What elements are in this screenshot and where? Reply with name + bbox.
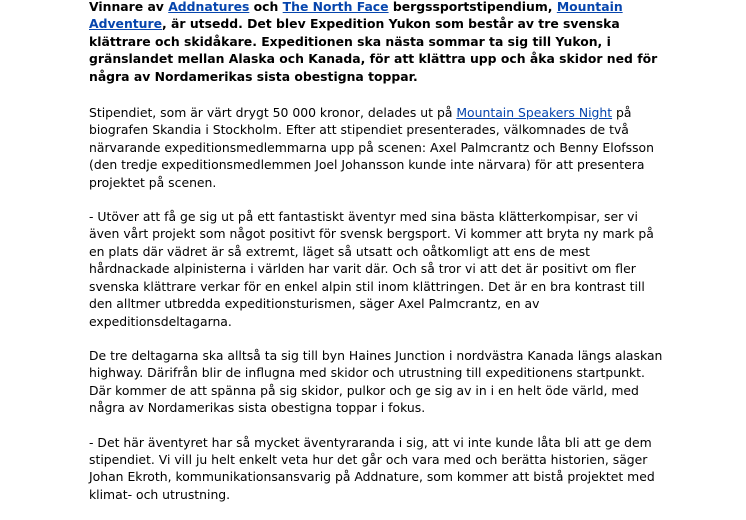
quote-paragraph-johan: - Det här äventyret har så mycket äventyraranda i sig, att vi inte kunde låta bli att ge dem stipendiet. Vi vill ju helt enkelt veta hur det går och vara med och berätta historien, säger Johan Ekroth, kommunikationsansvarig på Addnature, som kommer att bistå projektet med klimat- och utrustning.: [89, 434, 655, 502]
the-north-face-link[interactable]: The North Face: [282, 0, 389, 14]
lead-text-1: Vinnare av: [89, 0, 169, 14]
stipend-paragraph: [89, 104, 669, 191]
mountain-speakers-night-link[interactable]: Mountain Speakers Night: [456, 105, 613, 121]
lead-paragraph: [89, 0, 669, 85]
lead-text-2: och: [249, 0, 283, 14]
quote-paragraph-axel: - Utöver att få ge sig ut på ett fantastiskt äventyr med sina bästa klätterkompisar, ser vi även vårt projekt som något positivt för svensk bergsport. Vi kommer att bryta ny mark på en plats där vädret är så extremt, läget så utsatt och oåtkomligt att ens de mest hårdnackade alpinisterna i världen har varit där. Och så tror vi att det är positivt om fler svenska klättrare verkar för en enkel alpin stil inom klättringen. Det är en bra kontrast till den alltmer utbredda expeditionsturismen, säger Axel Palmcrantz, en av expeditionsdeltagarna.: [89, 209, 654, 329]
article-body: [89, 0, 669, 520]
stipend-text-2: på biografen Skandia i Stockholm. Efter att stipendiet presenterades, välkomnades de två närvarande expeditionsmedlemmarna upp på scenen: Axel Palmcrantz och Benny Elofsson (den tredje expeditionsmedlemmen Joel Johansson kunde inte närvara) för att presentera projektet på scenen.: [89, 105, 654, 190]
mountain-adventure-link[interactable]: Mountain Adventure: [89, 0, 623, 32]
route-paragraph: De tre deltagarna ska alltså ta sig till byn Haines Junction i nordvästra Kanada längs alaskan highway. Därifrån blir de influgna med skidor och utrustning till expeditionens startpunkt. Där kommer de att spänna på sig skidor, pulkor och ge sig av in i en helt öde värld, med några av Nordamerikas sista obestigna toppar i fokus.: [89, 347, 663, 416]
lead-text-3: bergssportstipendium,: [388, 0, 557, 14]
addnatures-link[interactable]: Addnatures: [168, 0, 250, 14]
stipend-text-1: Stipendiet, som är värt drygt 50 000 kronor, delades ut på: [89, 105, 457, 121]
lead-text-4: , är utsedd. Det blev Expedition Yukon som består av tre svenska klättrare och skidåkare. Expeditionen ska nästa sommar ta sig till Yukon, i gränslandet mellan Alaska och Kanada, för att klättra upp och åka skidor ned för några av Nordamerikas sista obestigna toppar.: [89, 16, 658, 84]
